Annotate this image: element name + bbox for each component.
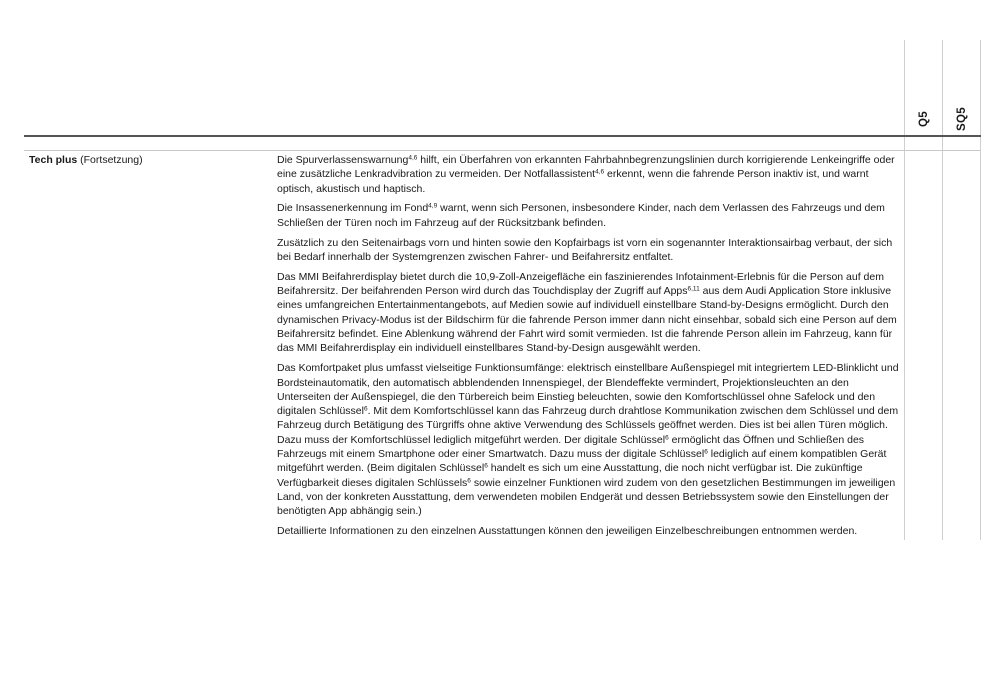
row-label <box>29 153 143 167</box>
paragraph-details-note: Detaillierte Informationen zu den einzelnen Ausstattungen können den jeweiligen Einzelbeschreibungen entnommen werden. <box>277 525 858 538</box>
paragraph-passenger-display: Das MMI Beifahrerdisplay bietet durch die 10,9-Zoll-Anzeigefläche ein faszinierendes Infotainment-Erlebnis für die Person auf dem Beifahrersitz. Der beifahrenden Person wird durch das Touchdisplay der Zugriff auf Apps$^{6,11}$ aus dem Audi Application Store inklusive eines umfangreichen Entertainmentangebots, auf Medien sowie auf individuell einstellbare Stand-by-Designs ermöglicht. Durch den dynamischen Privacy-Modus ist der Bildschirm für die fahrende Person immer dann nicht einsehbar, sobald sich eine Person auf dem Beifahrersitz befindet. Eine Ablenkung während der Fahrt wird somit vermieden. Ist die fahrende Person allein im Fahrzeug, kann für das MMI Beifahrerdisplay ein individuell einstellbares Stand-by-Design ausgewählt werden. <box>277 270 897 355</box>
footnote-ref: 4,6 <box>408 154 418 162</box>
footnote-ref: 4,9 <box>428 202 438 210</box>
column-header-q5 <box>905 104 943 134</box>
column-header-sq5-label: SQ5 <box>956 107 968 131</box>
row-label-suffix: (Fortsetzung) <box>77 154 143 166</box>
paragraph-comfort-package: Das Komfortpaket plus umfasst vielseitige Funktionsumfänge: elektrisch einstellbare Außenspiegel mit integriertem LED-Blinklicht und Bordsteinautomatik, den automatisch abblendenden Innenspiegel, der Blendeffekte vermindert, Projektionsleuchten an den Unterseiten der Außenspiegel, die den Türbereich beim Einstieg beleuchten, sowie den Komfortschlüssel ohne Safelock und den digitalen Schlüssel$^6$. Mit dem Komfortschlüssel kann das Fahrzeug durch drahtlose Kommunikation zwischen dem Schlüssel und dem Fahrzeug durch Betätigung des Türgriffs ohne aktive Verwendung des Schlüssels geöffnet werden. Dies ist bei allen Türen möglich. Dazu muss der Komfortschlüssel lediglich mitgeführt werden. Der digitale Schlüssel$^6$ ermöglicht das Öffnen und Schließen des Fahrzeugs mit einem Smartphone oder einer Smartwatch. Dazu muss der digitale Schlüssel$^6$ lediglich auf einem kompatiblen Gerät mitgeführt werden. (Beim digitalen Schlüssel$^6$ handelt es sich um eine Ausstattung, die noch nicht verfügbar ist. Die zukünftige Verfügbarkeit dieses digitalen Schlüssels$^6$ sowie einzelner Funktionen wird zudem von den gesetzlichen Bestimmungen im jeweiligen Land, von der konkreten Ausstattung, dem verwendeten mobilen Endgerät und dessen Betriebssystem sowie den Einstellungen der benötigten App abhängig sein.) <box>277 362 899 518</box>
footnote-ref: 6 <box>467 477 471 485</box>
paragraph-lane-departure: Die Spurverlassenswarnung$^{4,6}$ hilft, ein Überfahren von erkannten Fahrbahnbegrenzungslinien durch korrigierende Lenkeingriffe oder eine zusätzliche Lenkradvibration zu vermeiden. Der Notfallassistent$^{4,6}$ erkennt, wenn die fahrende Person inaktiv ist, und warnt optisch, akustisch und haptisch. <box>277 154 895 195</box>
paragraph-occupant-detection: Die Insassenerkennung im Fond$^{4,9}$ warnt, wenn sich Personen, insbesondere Kinder, nach dem Verlassen des Fahrzeugs und dem Schließen der Türen noch im Fahrzeug auf der Rücksitzbank befinden. <box>277 202 885 229</box>
column-header-sq5 <box>943 104 981 134</box>
footnote-ref: 6 <box>484 462 488 470</box>
footnote-ref: 6 <box>665 434 669 442</box>
column-header-q5-label: Q5 <box>918 111 930 127</box>
footnote-ref: 6 <box>704 448 708 456</box>
row-label-title: Tech plus <box>29 154 78 166</box>
footnote-ref: 6 <box>363 405 368 413</box>
header-rule <box>24 135 981 137</box>
description-text <box>277 153 902 544</box>
footnote-ref: 4,6 <box>595 168 605 176</box>
row-separator <box>24 150 981 151</box>
footnote-ref: 6,11 <box>687 285 700 293</box>
paragraph-airbags: Zusätzlich zu den Seitenairbags vorn und hinten sowie den Kopfairbags ist vorn ein sogenannter Interaktionsairbag verbaut, der sich bei Bedarf innerhalb der Systemgrenzen zwischen Fahrer- und Beifahrersitz entfaltet. <box>277 236 893 263</box>
